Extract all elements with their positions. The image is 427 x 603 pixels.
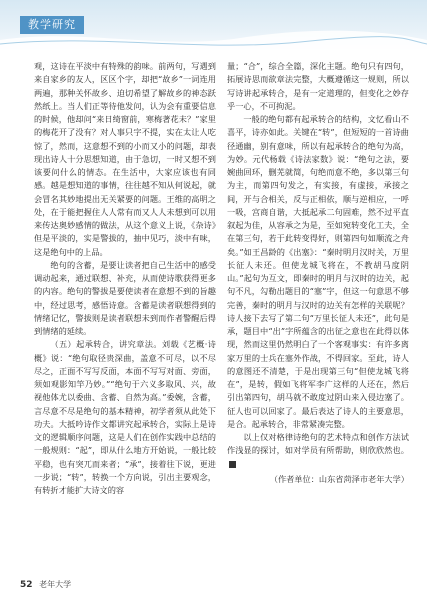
author-credit: （作者单位：山东省菏泽市老年大学） [269,473,409,484]
paragraph: 绝句的含蓄，是要让读者把自己生活中的感受调动起来，通过联想、补充，从而使诗歌获得更多的内容。绝句的警拔是要使读者在意想不到的旨趣中，经过思考，感悟诗意。含蓄是读者联想得到的情绪记忆，警拔则是读者联想未到而作者警醒后得到情绪的延续。 [34,259,216,336]
end-mark-icon [229,461,236,468]
right-column [227,60,409,538]
paragraph: 量；“合”，综合全篇，深化主题。绝句只有四句，拓展诗思而欲章法完整，大概遵循这一规则，所以写诗讲起承转合，是有一定道理的，但变化之妙存乎一心，不可拘泥。 [227,61,409,111]
left-column [34,60,216,538]
paragraph-text: 以上仅对格律诗绝句的艺术特点和创作方法试作浅显的探讨，如对学员有所帮助，则欣欣然也。 [227,432,409,456]
paragraph [227,431,409,471]
paragraph: 一般的绝句都有起承转合的结构，文忆看山不喜平，诗亦如此。关键在“转”，但短短的一首诗曲径通幽，别有意味，所以有起承转合的绝句为高，为妙。元代杨载《诗法家数》说：“绝句之法，要婉曲回环，删芜就简，句绝而意不绝，多以第三句为主，而第四句发之，有实接，有虚接，承接之间，开与合相关，反与正相依，顺与逆相应，一呼一吸，宫商自谐，大抵起承二句固难，然不过平直叙起为佳，从容承之为是，至如宛转变化工夫，全在第三句，若于此转变得好，则第四句如顺流之舟矣。”如王昌龄的《出塞》：“秦时明月汉时关，万里长征人未还。但使龙城飞将在，不教胡马度阴山。”起句为互文，即秦时的明月与汉时的边关，起句不凡，勾勒出题目的“塞”字，但这一句意思不够完善，秦时的明月与汉时的边关有怎样的关联呢？诗人接下去写了第二句“万里长征人未还”，此句是承，题目中“出”字所蕴含的出征之意也在此得以体现，然而这里仍然明白了一个客观事实：有许多离家万里的士兵在塞外作战，不得回家。至此，诗人的意图还不清楚，于是出现第三句“但使龙城飞将在”，是转，假如飞将军李广这样的人还在，然后引出第四句，胡马就不敢度过阴山来入侵边塞了。征人也可以回家了。最后表达了诗人的主要意思，是合。起承转合，非常紧凑完整。 [227,114,409,429]
page-footer [20,579,71,595]
page-number: 52 [20,580,33,590]
paragraph: 观，这诗在平淡中有特殊的韵味。前两句，写遇到来自家乡的友人，区区个字，却把“故乡”一词连用两遍，那种关怀故乡、迫切希望了解故乡的神态跃然纸上。当人们正等待他发问，认为会有重要信息的时候，他却问“来日绮窗前，寒梅著花未？”家里的梅花开了没有？对人事只字不提，实在太让人吃惊了，然而，这意想不到的小而又小的问题，却表现出诗人十分思想知道，由于急切，一时又想不到该要问什么的情态。在生活中，大家应该也有同感。越是想知道的事情，往往越不知从何说起，就会冒名其妙地提出无关紧要的问题。王维的高明之处，在于能把握住人人常有而又人人未想到可以用来传达奥妙感情的做法，从这个意义上说，《杂诗》但是平淡的，实是警拔的，抽中见巧，淡中有味，这是绝句中的上品。 [34,61,216,257]
header-band [0,0,427,50]
paragraph: （五）起承转合，讲究章法。刘载《艺概·诗概》说：“绝句取径贵深曲，盖意不可尽，以不尽尽之，正面不写写反面，本面不写写对面、旁面，须如观影知竿乃妙。”“绝句于六义多取风、兴，故视他体尤以委曲、含蓄、自然为高。”委婉，含蓄，言尽意不尽是绝句的基本精神，初学者须从此处下功夫。大抵吟诗作文都讲究起承转合，实际上是诗文的逻辑顺序问题，这是人们在创作实践中总结的一般规则：“起”，即从什么地方开始说，一般比较平稳，也有突兀而来者；“承”，接着往下说，更进一步说；“转”，转换一个方向说，引出主要观念，有转折才能扩大诗文的容 [34,339,216,495]
section-tag: 教学研究 [20,16,84,34]
magazine-name: 老年大学 [39,580,72,589]
